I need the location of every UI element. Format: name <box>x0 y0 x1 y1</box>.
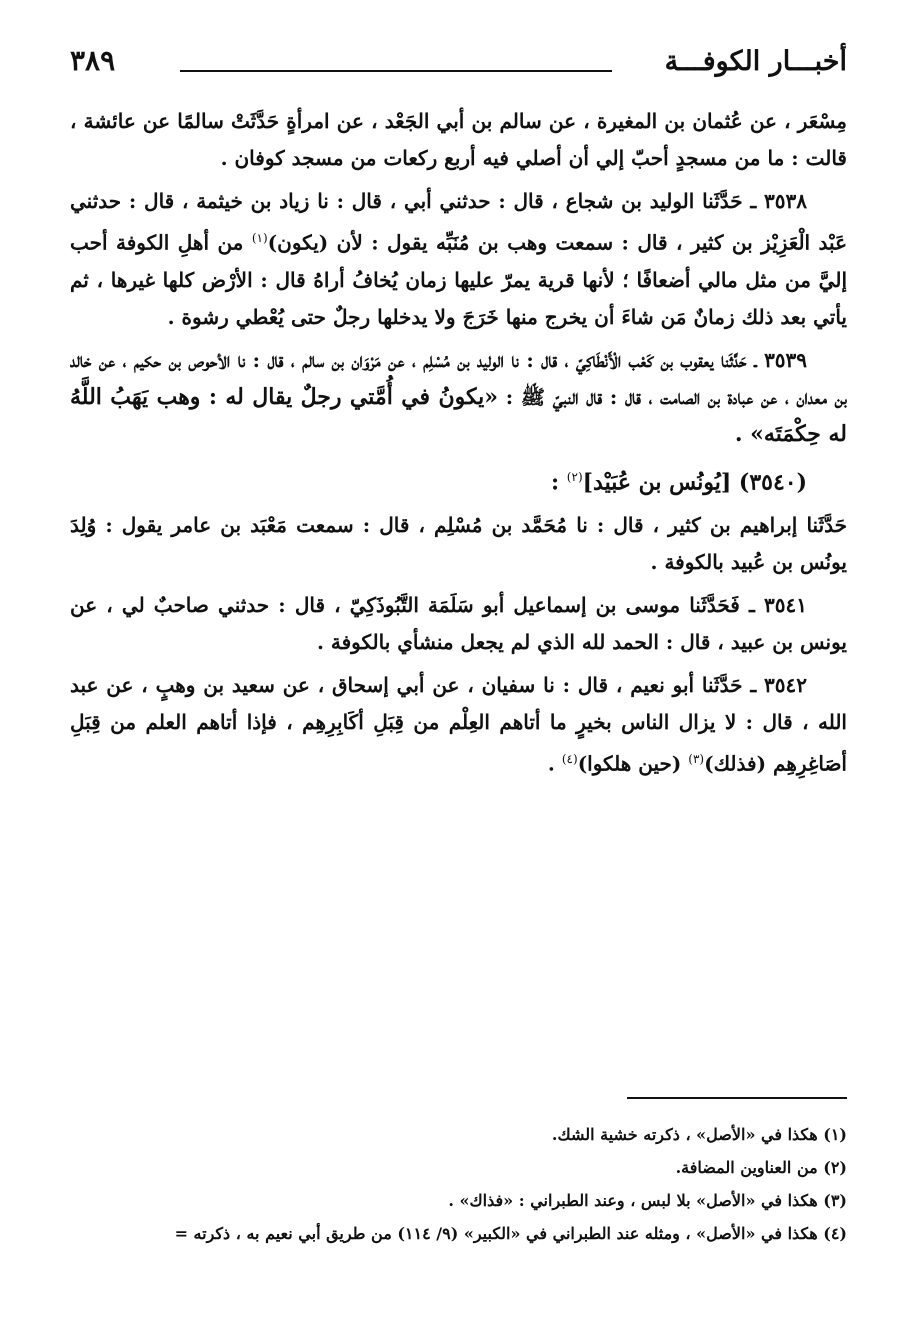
hadith-3540-text <box>70 507 847 581</box>
page-header <box>70 44 847 88</box>
narration-verb: حَدَّثَنا <box>702 189 743 213</box>
hadith-number: ٣٥٣٨ ـ <box>750 189 807 213</box>
paragraph-continuation: مِسْعَر ، عن عُثمان بن المغيرة ، عن سالم بن أبي الجَعْد ، عن امرأةٍ حَدَّثَتْ سالمًا عن عائشة ، قالت : ما من مسجدٍ أحبّ إلي أن أصلي فيه أربع ركعات من مسجد كوفان . <box>70 109 847 170</box>
hadith-text: أبو نعيم ، قال : نا سفيان ، عن أبي إسحاق ، عن سعيد بن وهبٍ ، عن عبد الله ، قال : لا يزال الناس بخيرٍ ما أتاهم العِلْم من قِبَلِ أكَابِرِهِم ، فإذا أتاهم العلم من قِبَلِ أصَاغِرِهِم (فذلك) <box>70 672 847 776</box>
narration-verb: حَدَّثَنا <box>806 512 847 537</box>
footnote-ref-1: (١) <box>251 231 268 245</box>
section-heading <box>70 459 847 501</box>
hadith-3542 <box>70 667 847 783</box>
page-number: ٣٨٩ <box>70 44 116 77</box>
sentence-end: . <box>547 751 555 776</box>
footnote-4: (٤) هكذا في «الأصل» ، ومثله عند الطبراني في «الكبير» (٩/ ١١٤) من طريق أبي نعيم به ، ذكرته = <box>174 1224 847 1243</box>
heading-colon: : <box>551 468 560 495</box>
footnote-rule <box>627 1097 847 1099</box>
hadith-text-cont: (حين هلكوا) <box>577 751 682 776</box>
hadith-text: يعقوب بن كَعْب الْأَنْطَاكِيّ ، قال : نا الوليد بن مُسْلِم ، عن مَرْوَان بن سالم ، قال : نا الأحوص بن حكيم ، عن خالد بن معدان ، عن عبادة بن الصامت ، قال : قال النبيّ ﷺ : <box>70 347 847 409</box>
footnotes <box>70 1118 847 1250</box>
footnote-ref-3: (٣) <box>688 751 705 766</box>
main-text <box>70 103 847 783</box>
narration-verb: فَحَدَّثَنا <box>689 592 740 617</box>
hadith-3539 <box>70 342 847 453</box>
footnote-1: (١) هكذا في «الأصل» ، ذكرته خشية الشك. <box>551 1125 847 1144</box>
hadith-3541 <box>70 587 847 661</box>
hadith-text: الوليد بن شجاع ، قال : حدثني أبي ، قال : نا زياد بن خيثمة ، قال : حدثني عَبْد الْعَزِيْز بن كثير ، قال : سمعت وهب بن مُنَبِّه يقول : لأن (يكون) <box>70 189 848 255</box>
header-rule <box>180 70 612 72</box>
narration-verb: حَدَّثَنا <box>701 672 743 697</box>
footnote-2: (٢) من العناوين المضافة. <box>675 1158 847 1177</box>
hadith-text: إبراهيم بن كثير ، قال : نا مُحَمَّد بن مُسْلِم ، قال : سمعت مَعْبَد بن عامر يقول : وُلِدَ يونُس بن عُبيد بالكوفة . <box>70 512 847 574</box>
hadith-text: موسى بن إسماعيل أبو سَلَمَة التَّبُوذَكِيّ ، قال : حدثني صاحبٌ لي ، عن يونس بن عبيد ، قال : الحمد لله الذي لم يجعل منشأي بالكوفة . <box>70 592 847 654</box>
narration-verb: حَدَّثَنا <box>720 347 747 372</box>
footnote-3: (٣) هكذا في «الأصل» بلا لبس ، وعند الطبراني : «فذاك» . <box>448 1191 847 1210</box>
running-title: أخبـــار الكوفـــة <box>664 46 847 77</box>
footnote-ref-4: (٤) <box>561 751 578 766</box>
prophetic-saying: «يكونُ في أُمَّتي رجلٌ يقال له : وهب يَهَبُ اللَّهُ له حِكْمَتَه» . <box>70 383 847 447</box>
hadith-text-cont: من أهلِ الكوفة أحب إليَّ من مثل مالي أضعافًا ؛ لأنها قرية يمرّ عليها زمان يُخافُ أراهُ قال : الأرْض كلها غيرها ، ثم يأتي بعد ذلك زمانٌ مَن شاءَ أن يخرج منها خَرَجَ ولا يدخلها رجلٌ حتى يُعْطي رشوة . <box>70 230 847 329</box>
hadith-number: ٣٥٣٩ ـ <box>754 347 808 372</box>
hadith-number: ٣٥٤١ ـ <box>749 592 807 617</box>
heading-text: (٣٥٤٠) [يُونُس بن عُبَيْد] <box>582 468 807 495</box>
hadith-3538 <box>70 183 847 336</box>
footnote-ref-2: (٢) <box>566 469 583 484</box>
hadith-number: ٣٥٤٢ ـ <box>750 672 807 697</box>
